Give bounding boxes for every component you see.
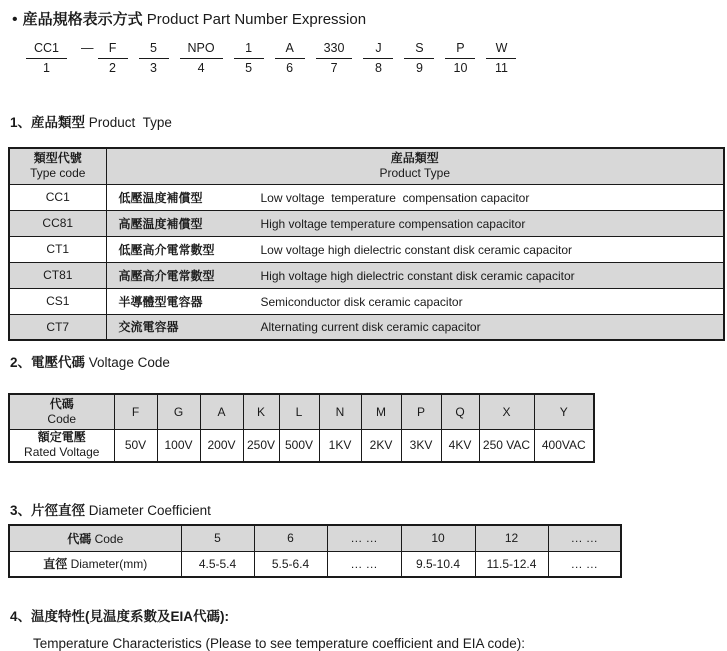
type-code-cell: CT81 xyxy=(9,262,106,288)
description-en: Semiconductor disk ceramic capacitor xyxy=(260,294,463,309)
table-header-row xyxy=(9,525,621,551)
part-number-segment xyxy=(275,41,305,76)
diameter-code-cell: 6 xyxy=(254,525,327,551)
part-number-code: NPO xyxy=(180,41,223,59)
part-number-segment xyxy=(26,41,67,76)
type-code-cell: CC81 xyxy=(9,210,106,236)
description-cjk: 低壓高介電常數型 xyxy=(118,242,215,257)
section3-heading-cjk: 3、片徑直徑 xyxy=(10,503,86,518)
description-cjk: 半導體型電容器 xyxy=(118,294,203,309)
table-row xyxy=(9,288,724,314)
dash-separator: — xyxy=(81,41,94,55)
part-number-code: J xyxy=(363,41,393,59)
section2-heading xyxy=(10,354,727,372)
section4-heading-cjk: 4、温度特性(見温度系數及EIA代碼): xyxy=(10,609,229,624)
diameter-value-cell: 9.5-10.4 xyxy=(401,551,475,577)
diameter-code-cell: … … xyxy=(548,525,621,551)
section3-heading-en: Diameter Coefficient xyxy=(88,503,211,518)
section2-heading-en: Voltage Code xyxy=(88,355,170,370)
voltage-code-cell: N xyxy=(319,394,361,429)
row-label-cjk: 直徑 xyxy=(43,557,68,572)
diameter-code-cell: … … xyxy=(327,525,401,551)
type-code-cell: CT1 xyxy=(9,236,106,262)
voltage-code-cell: A xyxy=(200,394,243,429)
voltage-code-cell: M xyxy=(361,394,401,429)
diameter-value-cell: 11.5-12.4 xyxy=(475,551,548,577)
part-number-position: 5 xyxy=(245,61,253,75)
description-en: High voltage temperature compensation capacitor xyxy=(260,216,526,231)
row-label-en: Rated Voltage xyxy=(24,445,100,460)
table-row xyxy=(9,236,724,262)
voltage-value-cell: 4KV xyxy=(441,429,479,462)
part-number-position: 10 xyxy=(453,61,468,75)
part-number-segment xyxy=(316,41,353,76)
part-number-segment xyxy=(486,41,516,76)
description-cell xyxy=(106,210,724,236)
part-number-code: 330 xyxy=(316,41,353,59)
type-code-cell: CT7 xyxy=(9,314,106,340)
description-cell xyxy=(106,236,724,262)
section2-heading-cjk: 2、電壓代碼 xyxy=(10,355,86,370)
voltage-code-cell: Y xyxy=(534,394,594,429)
description-cell xyxy=(106,262,724,288)
header-label-en: Type code xyxy=(30,166,86,181)
section1-heading-en: Product Type xyxy=(88,115,172,130)
diameter-code-cell: 12 xyxy=(475,525,548,551)
part-number-code: 5 xyxy=(139,41,169,59)
header-label-en: Code xyxy=(94,531,124,546)
part-number-segment xyxy=(363,41,393,76)
table-row xyxy=(9,314,724,340)
voltage-value-cell: 250 VAC xyxy=(479,429,534,462)
header-label-cjk: 産品類型 xyxy=(390,151,439,166)
part-number-code: A xyxy=(275,41,305,59)
voltage-code-cell: Q xyxy=(441,394,479,429)
section4-english-text: Temperature Characteristics (Please to see temperature coefficient and EIA code): xyxy=(33,636,525,651)
diameter-value-cell: 4.5-5.4 xyxy=(181,551,254,577)
voltage-code-table xyxy=(8,393,595,463)
part-number-position: 6 xyxy=(286,61,294,75)
part-number-segment xyxy=(234,41,264,76)
code-header-cell xyxy=(9,525,181,551)
diameter-code-cell: 5 xyxy=(181,525,254,551)
description-en: Alternating current disk ceramic capacitor xyxy=(260,320,481,335)
description-cjk: 低壓温度補償型 xyxy=(118,190,203,205)
page-title-cjk: 産品規格表示方式 xyxy=(22,11,143,28)
voltage-code-cell: F xyxy=(114,394,157,429)
diameter-value-cell: … … xyxy=(548,551,621,577)
product-type-table xyxy=(8,147,725,341)
voltage-value-cell: 3KV xyxy=(401,429,441,462)
part-number-position: 8 xyxy=(374,61,382,75)
part-number-row xyxy=(26,41,727,76)
header-label-cjk: 代碼 xyxy=(49,396,74,411)
diameter-code-cell: 10 xyxy=(401,525,475,551)
section1-heading-cjk: 1、産品類型 xyxy=(10,115,86,130)
table-header-row xyxy=(9,394,594,429)
rated-voltage-label-cell xyxy=(9,429,114,462)
table-row xyxy=(9,551,621,577)
voltage-value-cell: 250V xyxy=(243,429,279,462)
part-number-segment xyxy=(445,41,475,76)
part-number-segment xyxy=(180,41,223,76)
voltage-code-cell: P xyxy=(401,394,441,429)
part-number-position: 2 xyxy=(109,61,116,75)
section4-heading xyxy=(10,608,727,626)
part-number-position: 1 xyxy=(43,61,50,75)
voltage-value-cell: 50V xyxy=(114,429,157,462)
description-cell xyxy=(106,288,724,314)
table-row xyxy=(9,210,724,236)
part-number-code: W xyxy=(486,41,516,59)
part-number-position: 3 xyxy=(150,61,157,75)
part-number-code: CC1 xyxy=(26,41,67,59)
part-number-position: 7 xyxy=(330,61,338,75)
voltage-value-cell: 100V xyxy=(157,429,200,462)
description-cell xyxy=(106,314,724,340)
header-label-en: Code xyxy=(47,411,77,426)
diameter-label-cell xyxy=(9,551,181,577)
type-code-cell: CS1 xyxy=(9,288,106,314)
code-header-cell xyxy=(9,394,114,429)
part-number-position: 9 xyxy=(415,61,423,75)
part-number-code: 1 xyxy=(234,41,264,59)
diameter-table xyxy=(8,524,622,578)
diameter-value-cell: … … xyxy=(327,551,401,577)
part-number-code: F xyxy=(98,41,128,59)
part-number-segment xyxy=(139,41,169,76)
product-type-header-cell xyxy=(106,148,724,184)
table-row xyxy=(9,429,594,462)
voltage-value-cell: 200V xyxy=(200,429,243,462)
row-label-en: Diameter(mm) xyxy=(70,557,148,572)
voltage-value-cell: 500V xyxy=(279,429,319,462)
diameter-value-cell: 5.5-6.4 xyxy=(254,551,327,577)
voltage-value-cell: 400VAC xyxy=(534,429,594,462)
voltage-value-cell: 1KV xyxy=(319,429,361,462)
description-cell xyxy=(106,184,724,210)
voltage-code-cell: G xyxy=(157,394,200,429)
header-label-cjk: 代碼 xyxy=(67,531,92,546)
section1-heading xyxy=(10,114,727,132)
section4-english-line xyxy=(33,636,727,651)
table-row xyxy=(9,184,724,210)
voltage-code-cell: L xyxy=(279,394,319,429)
part-number-position: 4 xyxy=(197,61,205,75)
header-label-cjk: 類型代號 xyxy=(33,151,82,166)
voltage-value-cell: 2KV xyxy=(361,429,401,462)
section3-heading xyxy=(10,502,727,520)
header-label-en: Product Type xyxy=(379,166,450,181)
description-en: Low voltage high dielectric constant disk ceramic capacitor xyxy=(260,242,572,257)
part-number-position: 11 xyxy=(494,61,508,75)
voltage-code-cell: K xyxy=(243,394,279,429)
part-number-code: P xyxy=(445,41,475,59)
part-number-code: S xyxy=(404,41,434,59)
description-en: High voltage high dielectric constant disk ceramic capacitor xyxy=(260,268,575,283)
table-header-row xyxy=(9,148,724,184)
description-cjk: 交流電容器 xyxy=(118,320,179,335)
bullet-icon: • xyxy=(12,11,18,28)
part-number-segment xyxy=(404,41,434,76)
page-title-en: Product Part Number Expression xyxy=(146,11,367,28)
description-cjk: 高壓高介電常數型 xyxy=(118,268,215,283)
description-en: Low voltage temperature compensation capacitor xyxy=(260,190,530,205)
voltage-code-cell: X xyxy=(479,394,534,429)
type-code-header-cell xyxy=(9,148,106,184)
page-title xyxy=(12,10,727,30)
description-cjk: 高壓温度補償型 xyxy=(118,216,203,231)
part-number-segment xyxy=(98,41,128,76)
table-row xyxy=(9,262,724,288)
row-label-cjk: 額定電壓 xyxy=(37,430,86,445)
type-code-cell: CC1 xyxy=(9,184,106,210)
